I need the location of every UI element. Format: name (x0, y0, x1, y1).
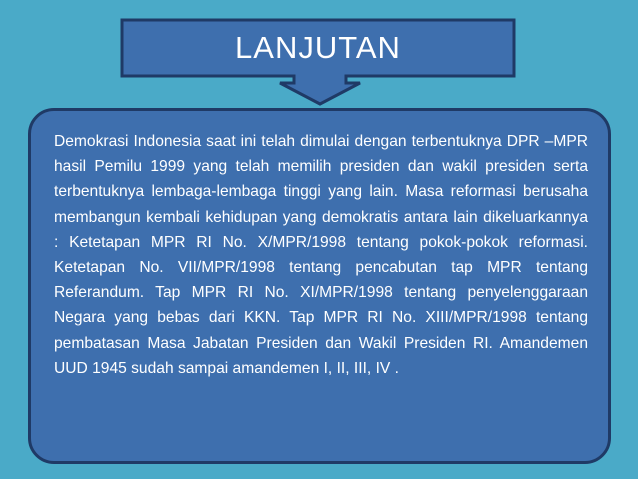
slide-title: LANJUTAN (235, 30, 401, 65)
body-paragraph: Demokrasi Indonesia saat ini telah dimulai dengan terbentuknya DPR –MPR hasil Pemilu 1999 yang telah memilih presiden dan wakil presiden serta terbentuknya lembaga-lembaga tinggi yang lain. Masa reformasi berusaha membangun kembali kehidupan yang demokratis antara lain dikeluarkannya : Ketetapan MPR RI No. X/MPR/1998 tentang pokok-pokok reformasi. Ketetapan No. VII/MPR/1998 tentang pencabutan tap MPR tentang Referandum. Tap MPR RI No. XI/MPR/1998 tentang penyelenggaraan Negara yang bebas dari KKN. Tap MPR RI No. XIII/MPR/1998 tentang pembatasan Masa Jabatan Presiden dan Wakil Presiden RI. Amandemen UUD 1945 sudah sampai amandemen I, II, III, IV . (54, 133, 588, 377)
